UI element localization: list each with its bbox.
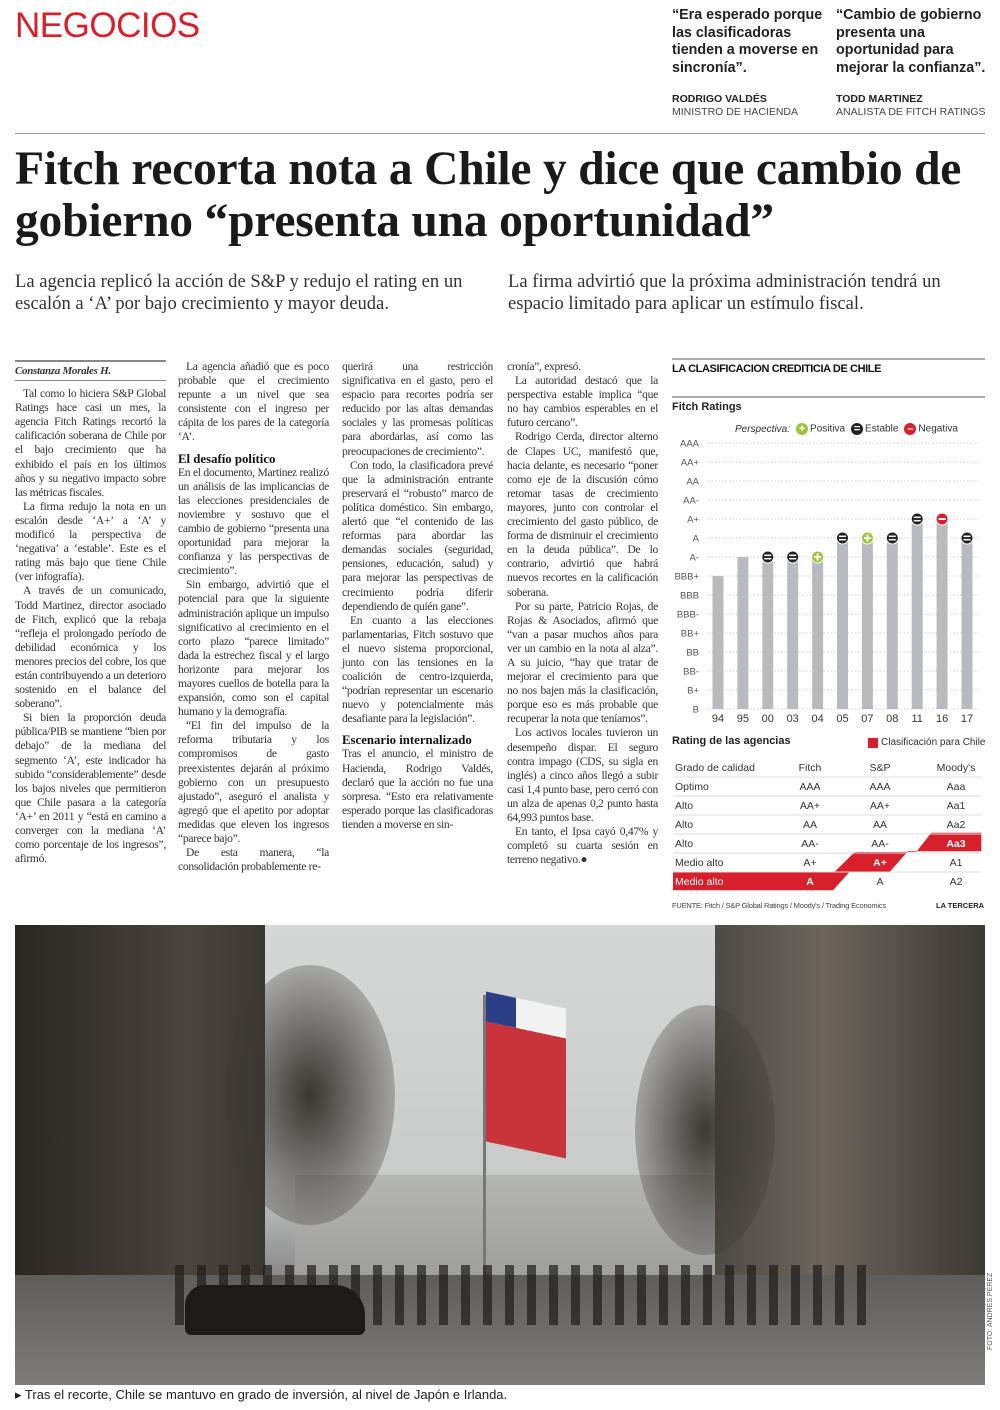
chile-legend bbox=[868, 737, 986, 748]
table-cell: AAA bbox=[869, 781, 891, 793]
paragraph: Tras el anuncio, el ministro de Hacienda, Rodrigo Valdés, declaró que la acción no fue una sorpresa. “Esto era relativamente esperado porque las clasificadoras tienden a moverse en sin- bbox=[342, 747, 493, 831]
y-tick-label: AAA bbox=[679, 438, 699, 450]
deck-left: La agencia replicó la acción de S&P y redujo el rating en un escalón a ‘A’ por bajo crecimiento y mayor deuda. bbox=[15, 271, 463, 314]
divider bbox=[15, 133, 985, 134]
legend-swatch bbox=[868, 738, 878, 748]
quote-text: “Era esperado porque las clasificadoras tienden a moverse en sincronía”. bbox=[672, 7, 823, 76]
pull-quote-valdes bbox=[672, 7, 830, 119]
outlook-estable-icon bbox=[762, 551, 774, 563]
table-cell: A+ bbox=[873, 857, 887, 869]
y-tick-label: BBB- bbox=[676, 609, 699, 621]
bar bbox=[887, 538, 898, 709]
paragraph: cronía”, expresó. bbox=[507, 360, 581, 373]
x-tick-label: 08 bbox=[886, 713, 899, 725]
table-cell: Aa3 bbox=[946, 838, 966, 850]
table-cell: Alto bbox=[675, 819, 694, 831]
table-cell: Alto bbox=[675, 838, 694, 850]
paragraph: Con todo, la clasificadora prevé que la administración entrante preservará el “robusto” marco de política doméstico. Sin embargo, alertó que “el contenido de las reformas para abordar las demandas sociales (seguridad, pensiones, educación, salud) y para mejorar las perspectivas de crecimiento podría diferir dependiendo de quién gane”. bbox=[342, 458, 493, 613]
paragraph: A través de un comunicado, Todd Martinez, director asociado de Fitch, explicó que la rebaja “refleja el prolongado período de debilidad económica y los menores precios del cobre, los que están contribuyendo a un deterioro sostenido en el balance del soberano”. bbox=[15, 584, 166, 711]
legend-text: Estable bbox=[865, 423, 899, 435]
fitch-ratings-chart bbox=[668, 430, 988, 730]
equals-circle-icon: = bbox=[851, 423, 863, 435]
outlook-estable-icon bbox=[837, 532, 849, 544]
table-cell: AA+ bbox=[799, 800, 821, 812]
bar bbox=[937, 519, 948, 709]
minus-circle-icon: – bbox=[904, 423, 916, 435]
table-cell: Optimo bbox=[675, 781, 709, 793]
paragraph: Los activos locales tuvieron un desempeño dispar. El seguro contra impago (CDS, su sigla en inglés) a cinco años llegó a subir casi 1,4 punto base, pero cerró con un alza de apenas 0,2 punto hasta 64,993 puntos base. bbox=[507, 726, 658, 824]
x-tick-label: 07 bbox=[861, 713, 874, 725]
paragraph: querirá una restricción significativa en el gasto, pero el espacio para recortes podría ser reducido por las altas demandas sociales y las promesas políticas para abordarlas, así como las preocupaciones de crecimiento”. bbox=[342, 360, 493, 458]
infographic-title: LA CLASIFICACION CREDITICIA DE CHILE bbox=[672, 363, 882, 375]
article-column-1 bbox=[15, 360, 166, 866]
section-title: NEGOCIOS bbox=[15, 6, 200, 45]
paragraph: La autoridad destacó que la perspectiva estable implica “que no hay cambios esperables en el futuro cercano”. bbox=[507, 374, 658, 430]
article-column-3 bbox=[342, 360, 493, 832]
table-cell: AA- bbox=[801, 838, 819, 850]
table-cell: Aa2 bbox=[946, 819, 966, 831]
y-tick-label: BB- bbox=[683, 666, 699, 678]
pull-quote-martinez bbox=[836, 7, 994, 119]
paragraph: En cuanto a las elecciones parlamentarias, Fitch sostuvo que el nuevo sistema proporcional, junto con las tensiones en la coalición de centro-izquierda, “podrían representar un escenario nuevo y potencialmente más desafiante para la legislación”. bbox=[342, 613, 493, 726]
photo-plaza-flag bbox=[15, 925, 985, 1385]
y-tick-label: AA bbox=[686, 476, 699, 488]
paragraph: Por su parte, Patricio Rojas, de Rojas & Asociados, afirmó que “van a pasar muchos años para ver un cambio en la nota al alza”. A su juicio, “hay que tratar de mejorar el crecimiento para que no nos bajen más la clasificación, porque eso es más probable que recuperar la nota que teníamos”. bbox=[507, 599, 658, 726]
table-cell: Alto bbox=[675, 800, 694, 812]
table-cell: A bbox=[806, 876, 814, 888]
table-cell: Aaa bbox=[946, 781, 966, 793]
y-tick-label: BBB+ bbox=[674, 571, 699, 583]
deck-right: La firma advirtió que la próxima administración tendrá un espacio limitado para aplicar un estímulo fiscal. bbox=[508, 271, 941, 314]
bar bbox=[713, 576, 724, 709]
quote-role: ANALISTA DE FITCH RATINGS bbox=[836, 106, 986, 119]
photo-caption: ▸ Tras el recorte, Chile se mantuvo en grado de inversión, al nivel de Japón e Irlanda. bbox=[15, 1387, 508, 1402]
bar bbox=[762, 557, 773, 709]
x-tick-label: 94 bbox=[711, 713, 725, 725]
legend-text: Clasificación para Chile bbox=[881, 737, 986, 748]
legend-text: Positiva bbox=[810, 423, 846, 435]
quote-author: TODD MARTINEZ bbox=[836, 93, 923, 106]
quote-role: MINISTRO DE HACIENDA bbox=[672, 106, 799, 119]
y-tick-label: A- bbox=[689, 552, 699, 564]
table-header: S&P bbox=[869, 762, 891, 774]
x-tick-label: 11 bbox=[911, 713, 923, 725]
paragraph: Si bien la proporción deuda pública/PIB se mantiene “bien por debajo” de la mediana del segmento ‘A’, este indicador ha subido “considerablemente” desde los bajos niveles que permitieron que Chile pasara a la categoría ‘A+’ en 2011 y “está en camino a converger con la mediana ‘A’ como porcentaje de los ingresos”, afirmó. bbox=[15, 711, 166, 866]
outlook-estable-icon bbox=[787, 551, 799, 563]
chart-title: Fitch Ratings bbox=[672, 401, 742, 413]
table-cell: AAA bbox=[799, 781, 821, 793]
table-header: Fitch bbox=[798, 762, 822, 774]
bar bbox=[837, 538, 848, 709]
paragraph: Sin embargo, advirtió que el potencial para que la siguiente administración aplique un impulso significativo al crecimiento en el corto plazo “parece limitado” dada la estrechez fiscal y el largo horizonte para mejorar los mayores cuellos de botella para la expansión, como son el capital humano y la demografía. bbox=[178, 578, 329, 719]
outlook-estable-icon bbox=[911, 513, 923, 525]
car bbox=[185, 1285, 365, 1335]
divider bbox=[672, 396, 985, 398]
table-cell: AA bbox=[802, 819, 818, 831]
tree bbox=[635, 1005, 775, 1255]
y-tick-label: BBB bbox=[679, 590, 699, 602]
bar bbox=[737, 557, 748, 709]
bar bbox=[787, 557, 798, 709]
caption-text: Tras el recorte, Chile se mantuvo en grado de inversión, al nivel de Japón e Irlanda. bbox=[24, 1387, 508, 1402]
x-tick-label: 03 bbox=[786, 713, 799, 725]
paragraph: De esta manera, “la consolidación probablemente re- bbox=[178, 846, 329, 874]
y-tick-label: A bbox=[692, 533, 699, 545]
quote-text: “Cambio de gobierno presenta una oportunidad para mejorar la confianza”. bbox=[836, 7, 986, 76]
bar bbox=[862, 538, 873, 709]
headline: Fitch recorta nota a Chile y dice que cambio de gobierno “presenta una oportunidad” bbox=[15, 143, 962, 247]
x-tick-label: 95 bbox=[736, 713, 750, 725]
paragraph: La firma redujo la nota en un escalón desde ‘A+’ a ‘A’ y modificó la perspectiva de ‘negativa’ a ‘estable’. Este es el rating más bajo que tiene Chile (ver infografía). bbox=[15, 499, 166, 584]
bar bbox=[912, 519, 923, 709]
table-title: Rating de las agencias bbox=[672, 735, 791, 747]
table-cell: A bbox=[876, 876, 884, 888]
table-header: Moody's bbox=[936, 762, 976, 774]
paragraph: “El fin del impulso de la reforma tributaria y los compromisos de gasto preexistentes dejarán al próximo gobierno con un presupuesto ajustado”, aseguró el analista y agregó que el apetito por adoptar medidas que eleven los ingresos “parece bajo”. bbox=[178, 719, 329, 845]
x-tick-label: 16 bbox=[935, 713, 949, 725]
table-cell: AA- bbox=[871, 838, 889, 850]
subheading: El desafío político bbox=[178, 451, 276, 466]
x-tick-label: 00 bbox=[761, 713, 774, 725]
y-tick-label: AA+ bbox=[680, 457, 699, 469]
table-cell: AA+ bbox=[869, 800, 891, 812]
photo-credit: FOTO: ANDRÉS PÉREZ bbox=[987, 1272, 994, 1350]
legend-label: Perspectiva: bbox=[735, 423, 791, 435]
bar bbox=[812, 557, 823, 709]
article-column-2 bbox=[178, 360, 329, 874]
tree bbox=[225, 965, 395, 1225]
byline: Constanza Morales H. bbox=[15, 360, 166, 381]
paragraph: En el documento, Martinez realizó un análisis de las implicancias de las elecciones presidenciales de noviembre y sostuvo que el cambio de gobierno “presenta una oportunidad para mejorar la confianza y las perspectivas de crecimiento”. bbox=[178, 465, 329, 578]
table-header: Grado de calidad bbox=[675, 762, 755, 774]
paragraph: Tal como lo hiciera S&P Global Ratings hace casi un mes, la agencia Fitch Ratings recortó la calificación soberana de Chile por el bajo crecimiento que ha exhibido el país en los últimos años y su negativo impacto sobre las métricas fiscales. bbox=[15, 387, 166, 499]
x-tick-label: 05 bbox=[836, 713, 849, 725]
quote-author: RODRIGO VALDÉS bbox=[672, 93, 767, 106]
agency-ratings-table bbox=[668, 758, 988, 896]
x-tick-label: 04 bbox=[811, 713, 824, 725]
paragraph: La agencia añadió que es poco probable que el crecimiento repunte a un nivel que sea consistente con el ingreso per cápita de los pares de la categoría ‘A’. bbox=[178, 360, 329, 444]
outlook-estable-icon bbox=[961, 532, 973, 544]
table-cell: Aa1 bbox=[946, 800, 966, 812]
y-tick-label: B bbox=[692, 704, 699, 716]
paragraph: En tanto, el Ipsa cayó 0,47% y completó su cuarta sesión en terreno negativo.● bbox=[507, 825, 658, 867]
y-tick-label: A+ bbox=[687, 514, 699, 526]
subheading: Escenario internalizado bbox=[342, 733, 472, 748]
table-cell: A2 bbox=[949, 876, 963, 888]
chilean-flag bbox=[486, 991, 566, 1158]
source-note: FUENTE: Fitch / S&P Global Ratings / Moody's / Trading Economics bbox=[672, 901, 886, 910]
y-tick-label: BB bbox=[686, 647, 699, 659]
table-cell: AA bbox=[872, 819, 888, 831]
legend-text: Negativa bbox=[918, 423, 958, 435]
divider bbox=[672, 358, 985, 360]
y-tick-label: B+ bbox=[687, 685, 699, 697]
publisher-credit: LA TERCERA bbox=[936, 901, 985, 910]
table-cell: A+ bbox=[803, 857, 817, 869]
plus-circle-icon: + bbox=[796, 423, 808, 435]
paragraph: Rodrigo Cerda, director alterno de Clapes UC, manifestó que, hacia delante, es necesario “poner como eje de la discusión cómo retomar tasas de crecimiento mayores, junto con controlar el crecimiento del gasto público, de forma de disminuir el crecimiento en la deuda pública”. De lo contrario, advirtió que habrá nuevos recortes en la calificación soberana. bbox=[507, 430, 658, 599]
y-tick-label: AA- bbox=[683, 495, 699, 507]
table-cell: Medio alto bbox=[675, 857, 724, 869]
table-cell: Medio alto bbox=[675, 876, 724, 888]
bar bbox=[962, 538, 973, 709]
y-tick-label: BB+ bbox=[680, 628, 699, 640]
article-column-4 bbox=[507, 360, 658, 867]
outlook-estable-icon bbox=[886, 532, 898, 544]
x-tick-label: 17 bbox=[960, 713, 974, 725]
table-cell: A1 bbox=[949, 857, 963, 869]
